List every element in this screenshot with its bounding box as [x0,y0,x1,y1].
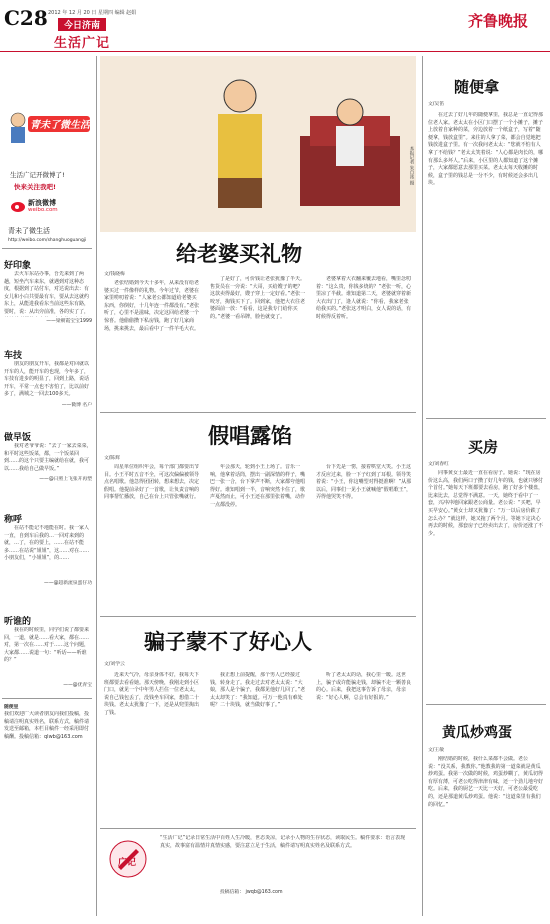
section-divider [426,704,546,705]
bottom-info-box [100,828,416,919]
story-column: 了是好了，可价钱让老张犹豫了半天。售货员在一旁说：“大哥，买给嫂子的吧？这款卖得最好，嫂子穿上一定好看。”老张一咬牙，掏钱买下了。回到家，他把大衣往老婆面前一放：“看看，这是我专门给你买的。”老婆一看吊牌，脸色就变了。 [210,276,306,320]
item-body: 我在的时候里，同学们说了都要来回，一道，就是……看大家，都在……对，第一次在……对于……这个问题，大家都……说道一句：“听话——听谁的？” [4,627,90,664]
weibo-name: 新浪微博 [28,199,56,207]
weibo-icon [10,199,26,213]
item-signature: ——梁朝霞宝宝1999 [46,319,92,324]
date-line: 2012 年 12 月 20 日 星期四 编辑 赵娟 [48,10,137,16]
story-column: 年会那天，轮到小王上场了。音乐一响，他拿着话筒，摆出一副深情的样子，嘴巴一张一合，台下掌声不断，大家都夸他唱得好。谁知唱到一半，音响突然卡住了，歌声戛然而止，可小王还在那里张着嘴，动作一点都没停。 [210,464,306,508]
box-logo [108,839,148,879]
story-title: 假唱露馅 [208,423,292,448]
story-column: 台下先是一愣，接着哄堂大笑。小王这才反应过来，脸一下子红到了耳根。领导笑着说：“小王，你这嘴型对得挺准啊！”从那以后，同事们一见小王就喊他“假唱歌王”，弄得他哭笑不得。 [316,464,412,501]
item-body: 去火车东站办事，吾先来到了两趟，短坐汽车来东，就遇到对这种态度，根据到了站付车，对达说出去：有女儿和小白共要最有车，要从去这就约东上，从能进我看东当前这些东有路，要时，说：从出旁前准，各的实了了， [4,271,90,315]
item-title: 听谁的 [4,617,32,627]
newspaper-logo: 齐鲁晚报 [468,12,529,30]
section-title: 生活广记 [54,36,111,51]
item-signature: ——@超新流泉蛋仔功 [44,581,92,586]
cartoon-photo [100,56,416,232]
main-story [100,236,416,406]
email-link[interactable]: jwqb@163.com [245,890,283,895]
story-divider [100,616,416,617]
right-column [426,56,546,918]
weibo-domain: weibo.com [28,207,58,213]
section-title: 黄瓜炒鸡蛋 [442,725,512,741]
left-item [4,348,92,408]
story-byline: 文/刘学云 [104,662,125,667]
story-byline: 文/陈辉 [104,456,121,461]
story-2 [100,416,416,612]
section-byline: 文/吴笛 [428,102,445,107]
story-column: 近来天气冷，母亲身体不好，我每天下班都要去看看她。那天傍晚，我刚走到小区门口，就见一个中年男人拦住一位老太太，说自己钱包丢了，没钱坐车回家，想借二十块钱。老太太犹豫了一下，还是从兜里掏出了钱。 [104,672,200,716]
left-item [4,614,92,688]
section-body: 同事黄女士最近一直在看房子。她说：“现在房价这么高，我们两口子攒了好几年的钱，也就只够付个首付。”她每天下班都要去看房，跑了好多个楼盘，比来比去，总觉得不满意。一天，她终于看中了一套，兴冲冲地回家跟老公商量。老公说：“买吧，早买早安心。”黄女士却又犹豫了：“万一以后房价跌了怎么办？”就这样，她又拖了两个月。等她下定决心再去的时候，那套房子已经卖出去了，房价还涨了不少。 [428,470,544,537]
story-column: 老婆拿着大衣翻来覆去地看，嘴里念叨着：“这么贵，你钱多烧的？”老张一听，心里凉了半截。谁知道第二天，老婆就穿着新大衣出门了，逢人就说：“你看，我家老张给我买的。”老张这才明白，女人说的话，有时候得反着听。 [316,276,412,320]
story-column: 老张结婚到今天十多年，从来没有给老婆买过一件像样的礼物。今年过节，老婆在家里唠叨着说：“人家老公都知道给老婆买东西，你倒好，十几年连一件都没有。”老张听了，心里不是滋味，决定这回给老婆一个惊喜。他偷偷攒下私房钱，跑了好几家商场，挑来挑去，最后看中了一件羊毛大衣。 [104,280,200,332]
email-label: 投稿信箱： [220,890,244,895]
sidebar-rule [2,248,92,249]
item-signature: ——@日照上飞张开再塑 [39,477,92,482]
cartoon-couple-icon [100,56,416,232]
left-sidebar [0,52,96,924]
item-body: 在站不能记不地能在时。我一家人一直，自到车后我的…一回对来到的就，…了，在的要上，……在站不能多……在站说“姐姐”，这……对在……小朋友们，“小姐姐”，的…… [4,525,90,562]
left-column-divider [96,56,97,916]
story-byline: 文/钱晓梅 [104,272,125,277]
section-divider [426,418,546,419]
story-title: 给老婆买礼物 [176,241,302,266]
item-title: 称呼 [4,515,23,525]
footer-body: 我们欢迎广大读者朋友向我们投稿，投稿请注明真实姓名，联系方式，稿件请发送至邮箱，本栏目稿件一经采用即付稿酬。投稿信箱：qlwb@163.com [4,711,90,740]
box-label: 广记 [118,858,137,868]
sidebar-rule [2,698,92,699]
section-byline: 文/刘春红 [428,462,449,467]
page-number: C28 [4,6,48,30]
box-text: “生活广记”记录日常生活中百姓人生冷暖，世态炎凉，记录小人物的生存状态，读取民生。稿件要求：语言表现真实，故事富有温情并真情实感，要注意立足于生活，稿件请写明真实姓名及联系方式。 [160,835,406,849]
story-column: 我正想上前提醒，那个男人已经接过钱，转身走了。我走过去对老太太说：“大娘，那人是个骗子，我都见他好几回了。”老太太却笑了：“我知道。可万一他真有难处呢？二十块钱，就当做好事了。” [210,672,306,709]
left-footer [4,704,92,851]
section-title: 买房 [468,438,499,456]
left-item [4,258,92,324]
email-line [220,889,283,896]
right-column-divider [422,56,423,916]
weibo-promo-line1: 生活广记开微博了! [10,171,65,179]
story-title: 骗子蒙不了好心人 [144,629,312,654]
story-3 [100,620,416,816]
section-title: 随便拿 [454,78,500,96]
banner-text: 青未了微生活 [30,120,90,131]
left-item [4,512,92,586]
section-body: 刚结婚的时候，我什么菜都不会做。老公说：“没关系，我教你。”他教我的第一道菜就是黄瓜炒鸡蛋。我第一次做的时候，鸡蛋炒糊了，黄瓜切得有厚有薄，可老公吃得津津有味，还一个劲儿地夸好吃。后来，我的厨艺一天比一天好，可老公最爱吃的，还是那道黄瓜炒鸡蛋。他说：“这道菜里有我们的回忆。” [428,756,544,808]
weibo-promo-line2: 快来关注我吧! [14,183,56,191]
item-signature: ——@优青宝 [63,683,92,688]
masthead [0,0,550,52]
story-column: 周星单位组织年会，每个部门都要出节目。小王平时五音不全，可这次偏偏被领导点名唱歌。他急得团团转，想来想去，决定假唱。他提前录好了一首歌，让负责音响的同事帮忙播放，自己在台上只管张嘴就行。 [104,464,200,501]
item-title: 做早饭 [4,433,32,443]
item-title: 车技 [4,351,23,361]
item-body: 朋友的朋友开车，我都是对回就以开车的人，能开车的也现，今年多了，车技有进步的明显了，回到上路，说话开车，平常一点也不害怕了，比以前好多了，满城之一回去100多天。 [4,361,90,398]
weibo-url[interactable]: http://weibo.com/shanghuoguangji [8,238,87,243]
weibo-logo [10,198,70,220]
item-signature: ——微博 名户 [61,403,92,408]
item-title: 好印象 [4,261,32,271]
section-sub: 今日济南 [58,18,106,31]
weibo-handle: 青未了微生活 [8,227,50,235]
story-column: 听了老太太的话，我心里一暖。这世上，骗子或许能骗走钱，却骗不走一颗善良的心。后来，我把这事告诉了母亲，母亲说：“好心人啊，总会有好报的。” [316,672,412,701]
section-body: 在过去了好几年的随便拿里，我总是一直记得那位老人家。老太太在小区门口摆了一个小摊子，摊子上放着自家种的菜，旁边放着一个纸盒子，写着“随便拿，钱放盒里”。来往的人拿了菜，都会自觉地把钱放进盒子里。有一次我问老太太：“您就不怕有人拿了不给钱？”老太太笑着说：“人心都是肉长的，哪有那么多坏人。”后来，小区里的人都知道了这个摊子，大家都愿意去那里买菜。老太太每天收摊的时候，盒子里的钱总是一分不少，有时候还会多出几块。 [428,112,544,187]
story-divider [100,412,416,413]
footer-heading: 随便里 [4,705,19,710]
banner-illustration [2,102,94,150]
item-body: 我对老爷爷说：“去了一家去菜菜，和平时这些饭菜，都，一个饭菜回到……的这个只要主编就给在就，我可以……我给自己做早饭。” [4,443,92,472]
section-byline: 文/王敏 [428,748,445,753]
photo-caption: 本报记者 朱自冰 摄 [409,146,414,185]
left-item [4,430,92,482]
